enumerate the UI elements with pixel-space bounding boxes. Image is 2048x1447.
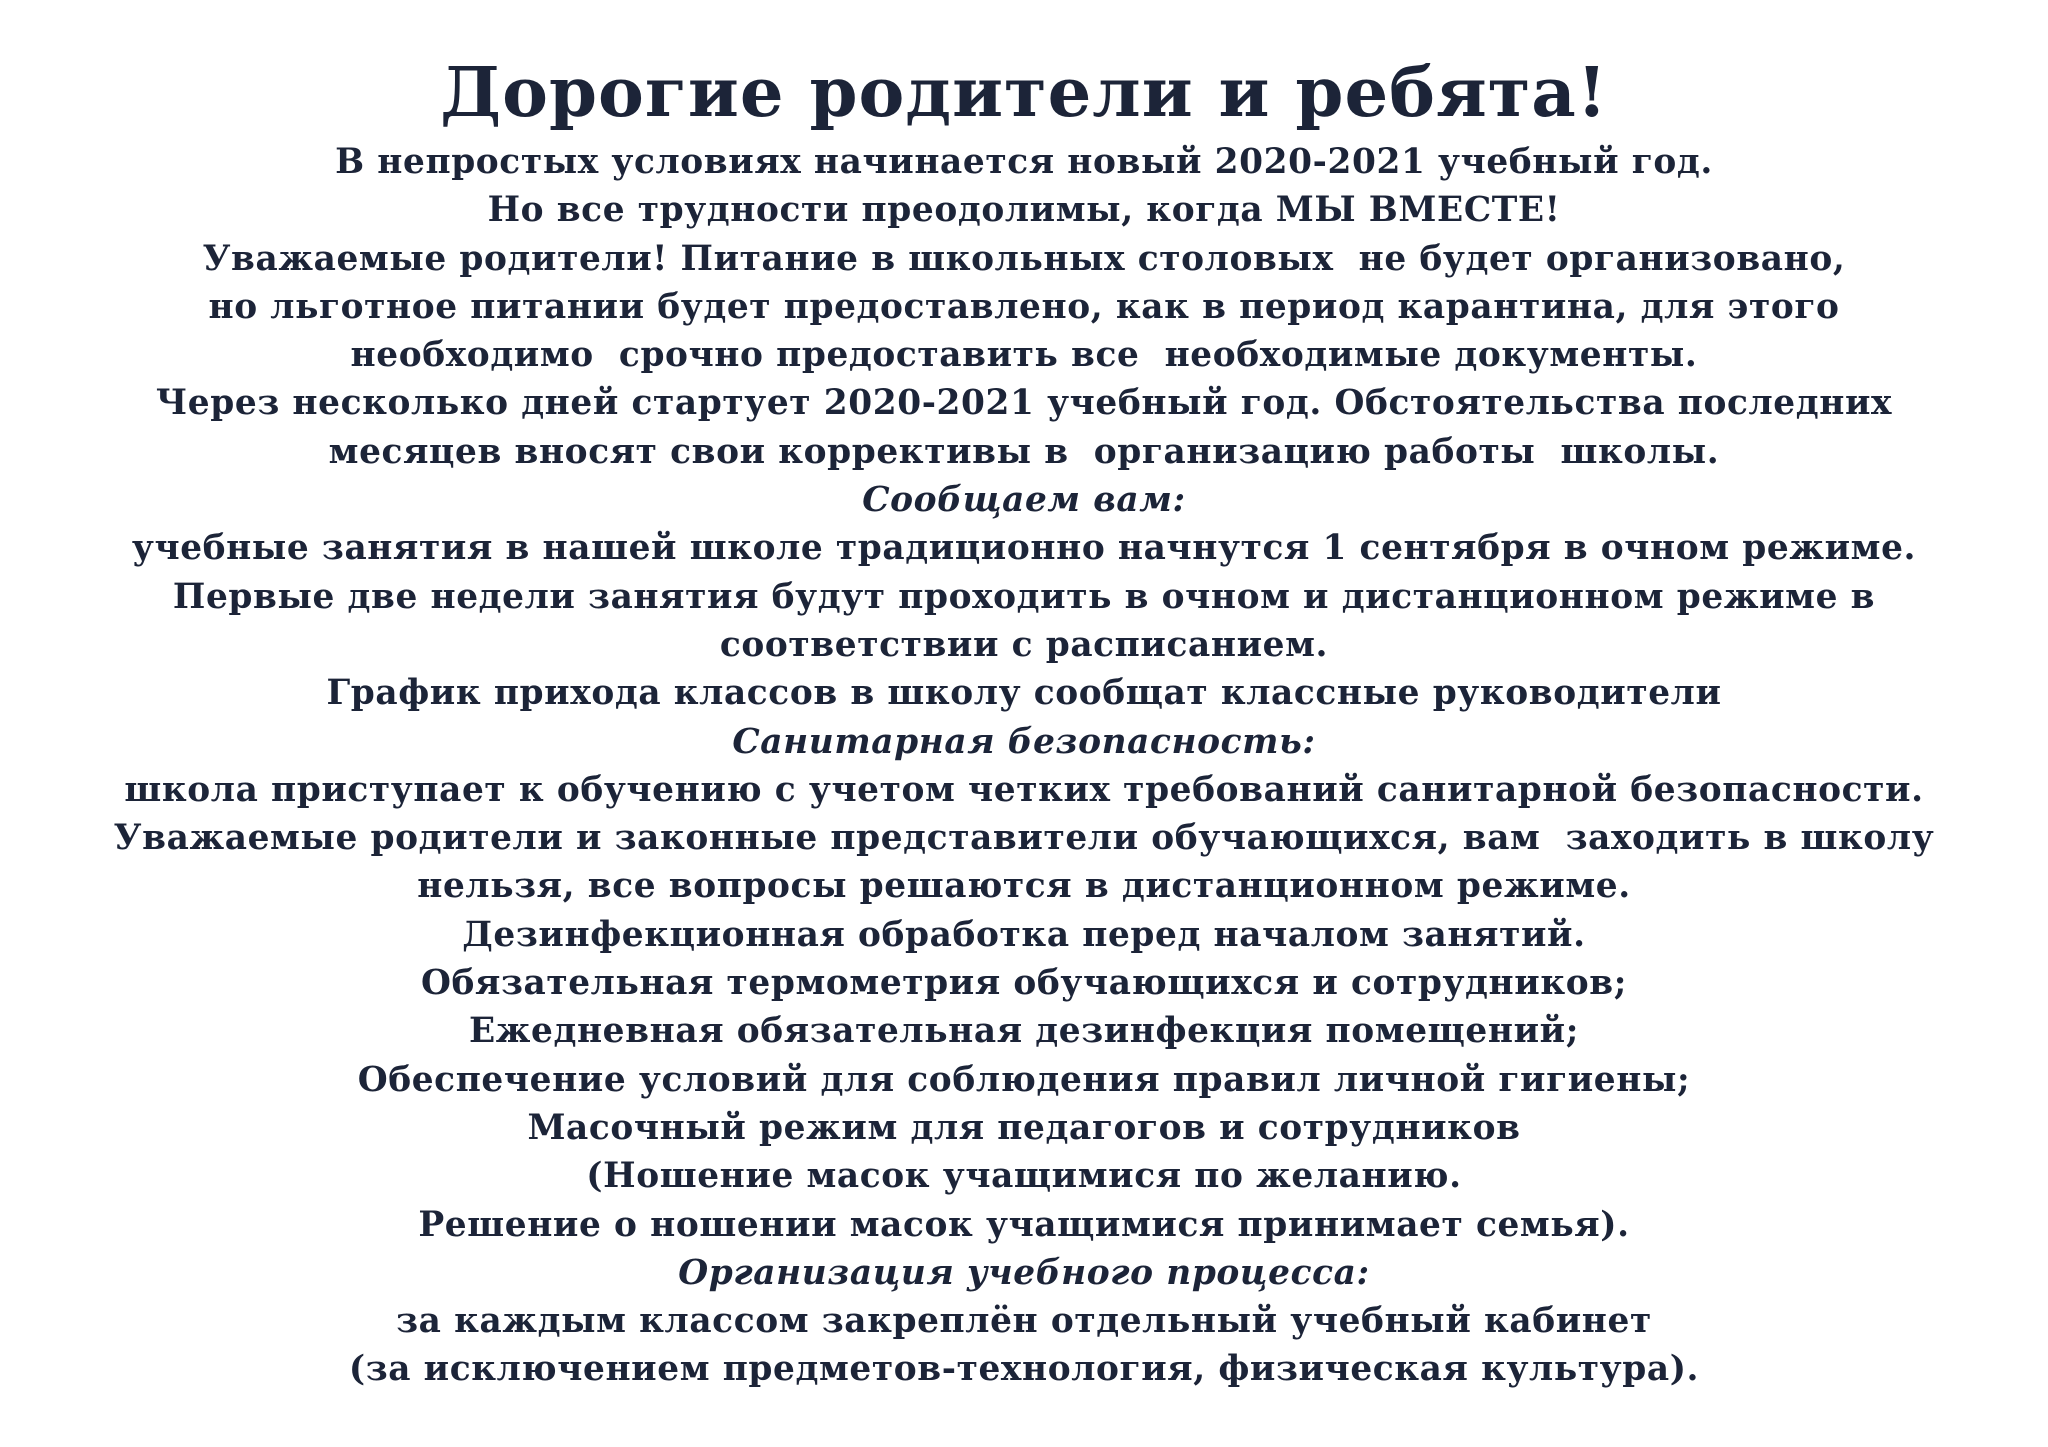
body-line: Масочный режим для педагогов и сотрудников xyxy=(527,1107,1521,1148)
body-line: Ежедневная обязательная дезинфекция помещений; xyxy=(468,1011,1580,1052)
body-line: Уважаемые родители! Питание в школьных столовых не будет организовано, xyxy=(202,238,1846,279)
body-line: Через несколько дней стартует 2020-2021 учебный год. Обстоятельства последних xyxy=(155,383,1893,424)
body-line: Дезинфекционная обработка перед началом занятий. xyxy=(462,914,1586,955)
body-line: В непростых условиях начинается новый 2020-2021 учебный год. xyxy=(335,142,1713,182)
section-heading: Организация учебного процесса: xyxy=(678,1252,1370,1293)
body-line: График прихода классов в школу сообщат классные руководители xyxy=(326,673,1722,714)
page-title: Дорогие родители и ребята! xyxy=(440,52,1608,133)
body-line: Решение о ношении масок учащимися принимает семья). xyxy=(418,1204,1630,1245)
section-heading: Сообщаем вам: xyxy=(862,480,1186,521)
body-line: школа приступает к обучению с учетом четких требований санитарной безопасности. xyxy=(124,769,1924,810)
body-line: но льготное питании будет предоставлено, как в период карантина, для этого xyxy=(208,286,1840,327)
body-line: учебные занятия в нашей школе традиционно начнутся 1 сентября в очном режиме. xyxy=(131,528,1917,569)
body-line: месяцев вносят свои коррективы в организацию работы школы. xyxy=(328,431,1720,472)
announcement-body xyxy=(0,138,2048,1394)
body-line: (за исключением предметов-технология, физическая культура). xyxy=(348,1349,1700,1390)
body-line: Первые две недели занятия будут проходить в очном и дистанционном режиме в xyxy=(172,576,1876,617)
body-line: соответствии с расписанием. xyxy=(719,624,1329,665)
body-line: (Ношение масок учащимися по желанию. xyxy=(586,1156,1462,1197)
body-line: Обязательная термометрия обучающихся и сотрудников; xyxy=(420,963,1628,1004)
body-line: Но все трудности преодолимы, когда МЫ ВМЕСТЕ! xyxy=(487,190,1561,231)
body-line: Уважаемые родители и законные представители обучающихся, вам заходить в школу xyxy=(113,818,1935,859)
body-line: Обеспечение условий для соблюдения правил личной гигиены; xyxy=(357,1059,1691,1100)
body-line: за каждым классом закреплён отдельный учебный кабинет xyxy=(396,1301,1652,1342)
section-heading: Санитарная безопасность: xyxy=(732,721,1316,762)
body-line: нельзя, все вопросы решаются в дистанционном режиме. xyxy=(417,866,1631,907)
body-line: необходимо срочно предоставить все необходимые документы. xyxy=(350,335,1698,376)
